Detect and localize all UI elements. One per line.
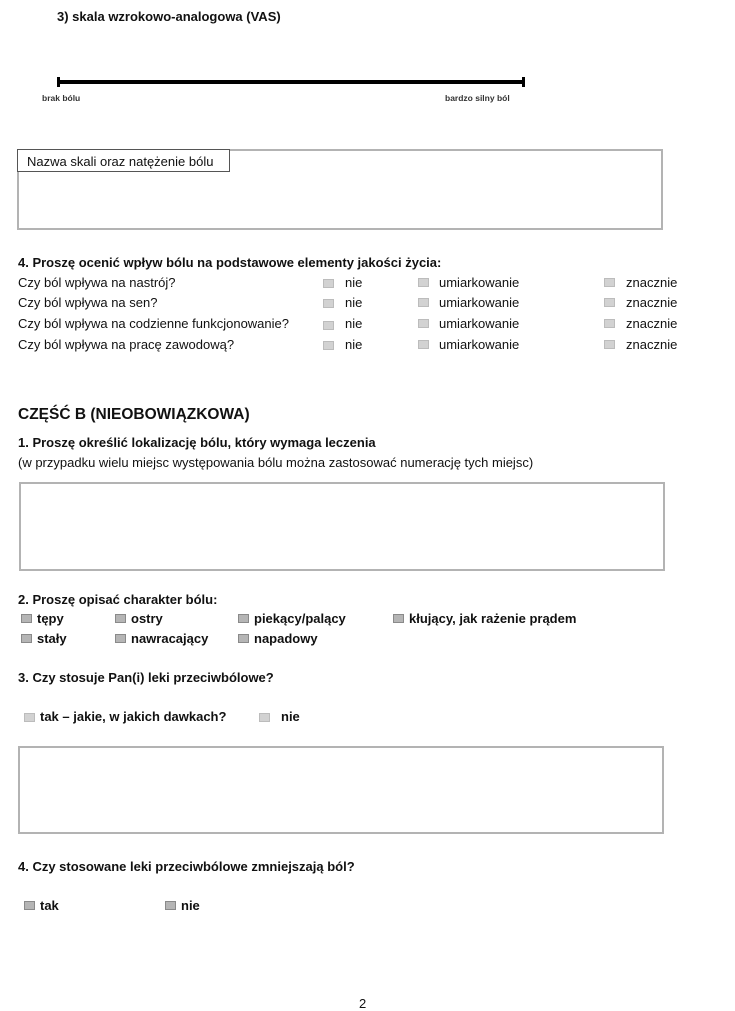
- q4-option-umiarkowanie: umiarkowanie: [439, 295, 520, 310]
- pain-type-label: ostry: [131, 611, 163, 626]
- vas-right-label: bardzo silny ból: [445, 93, 510, 103]
- effect-checkbox-yes[interactable]: [24, 901, 35, 910]
- vas-title: 3) skala wzrokowo-analogowa (VAS): [57, 9, 281, 24]
- q4-option-znacznie: znacznie: [626, 316, 678, 331]
- effect-yes-label: tak: [40, 898, 59, 913]
- pain-type-label: kłujący, jak rażenie prądem: [409, 611, 577, 626]
- pain-type-checkbox-piekacy[interactable]: [238, 614, 249, 623]
- painkillers-no-label: nie: [281, 709, 300, 724]
- q4-option-nie: nie: [345, 275, 363, 290]
- effect-checkbox-no[interactable]: [165, 901, 176, 910]
- vas-result-label: Nazwa skali oraz natężenie bólu: [17, 149, 230, 172]
- pain-type-label: stały: [37, 631, 67, 646]
- q4-option-umiarkowanie: umiarkowanie: [439, 337, 520, 352]
- pb-q1-title: 1. Proszę określić lokalizację bólu, który wymaga leczenia: [18, 435, 376, 450]
- q4-option-umiarkowanie: umiarkowanie: [439, 316, 520, 331]
- pb-q1-note: (w przypadku wielu miejsc występowania bólu można zastosować numerację tych miejsc): [18, 455, 534, 470]
- part-b-title: CZĘŚĆ B (NIEOBOWIĄZKOWA): [18, 406, 250, 423]
- q4-option-znacznie: znacznie: [626, 295, 678, 310]
- painkillers-details-field[interactable]: [18, 746, 664, 834]
- q4-checkbox-nie[interactable]: [323, 299, 334, 308]
- pain-type-label: nawracający: [131, 631, 209, 646]
- q4-checkbox-umiarkowanie[interactable]: [418, 319, 429, 328]
- q4-title: 4. Proszę ocenić wpływ bólu na podstawowe elementy jakości życia:: [18, 255, 442, 270]
- q4-checkbox-znacznie[interactable]: [604, 319, 615, 328]
- q4-checkbox-umiarkowanie[interactable]: [418, 278, 429, 287]
- pain-type-checkbox-klujacy[interactable]: [393, 614, 404, 623]
- painkillers-yes-label: tak – jakie, w jakich dawkach?: [40, 709, 227, 724]
- pain-type-label: tępy: [37, 611, 64, 626]
- q4-checkbox-nie[interactable]: [323, 279, 334, 288]
- pain-type-label: napadowy: [254, 631, 318, 646]
- pb-q4-title: 4. Czy stosowane leki przeciwbólowe zmniejszają ból?: [18, 859, 355, 874]
- q4-checkbox-nie[interactable]: [323, 341, 334, 350]
- page-number: 2: [359, 996, 367, 1011]
- pb-q2-title: 2. Proszę opisać charakter bólu:: [18, 592, 218, 607]
- q4-checkbox-znacznie[interactable]: [604, 298, 615, 307]
- q4-question: Czy ból wpływa na nastrój?: [18, 275, 176, 290]
- q4-checkbox-nie[interactable]: [323, 321, 334, 330]
- q4-question: Czy ból wpływa na sen?: [18, 295, 158, 310]
- painkillers-checkbox-yes[interactable]: [24, 713, 35, 722]
- q4-option-nie: nie: [345, 316, 363, 331]
- q4-checkbox-umiarkowanie[interactable]: [418, 298, 429, 307]
- q4-option-nie: nie: [345, 337, 363, 352]
- effect-no-label: nie: [181, 898, 200, 913]
- q4-checkbox-umiarkowanie[interactable]: [418, 340, 429, 349]
- q4-question: Czy ból wpływa na codzienne funkcjonowanie?: [18, 316, 289, 331]
- vas-scale-end: [522, 77, 525, 87]
- painkillers-checkbox-no[interactable]: [259, 713, 270, 722]
- pain-type-label: piekący/palący: [254, 611, 346, 626]
- q4-checkbox-znacznie[interactable]: [604, 340, 615, 349]
- q4-question: Czy ból wpływa na pracę zawodową?: [18, 337, 235, 352]
- vas-scale-line[interactable]: [57, 80, 525, 84]
- q4-checkbox-znacznie[interactable]: [604, 278, 615, 287]
- vas-left-label: brak bólu: [42, 93, 81, 103]
- pain-type-checkbox-ostry[interactable]: [115, 614, 126, 623]
- pain-type-checkbox-tepy[interactable]: [21, 614, 32, 623]
- pain-type-checkbox-napadowy[interactable]: [238, 634, 249, 643]
- pain-type-checkbox-staly[interactable]: [21, 634, 32, 643]
- pain-location-field[interactable]: [19, 482, 665, 571]
- vas-scale-start: [57, 77, 60, 87]
- q4-option-znacznie: znacznie: [626, 337, 678, 352]
- q4-option-nie: nie: [345, 295, 363, 310]
- pain-type-checkbox-nawracajacy[interactable]: [115, 634, 126, 643]
- pb-q3-title: 3. Czy stosuje Pan(i) leki przeciwbólowe?: [18, 670, 274, 685]
- q4-option-umiarkowanie: umiarkowanie: [439, 275, 520, 290]
- q4-option-znacznie: znacznie: [626, 275, 678, 290]
